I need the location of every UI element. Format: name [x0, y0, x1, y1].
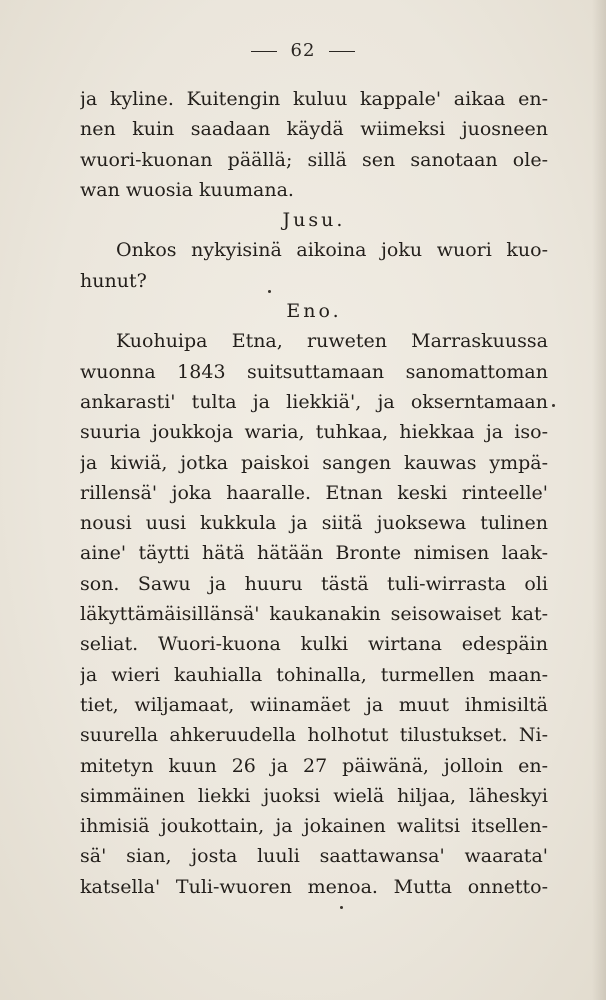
text-line: mitetyn kuun 26 ja 27 päiwänä, jolloin en- [80, 754, 548, 777]
text-line: ja kiwiä, jotka paiskoi sangen kauwas ympä- [80, 451, 548, 474]
text-line: Onkos nykyisinä aikoina joku wuori kuo- [116, 239, 548, 262]
text-line: tiet, wiljamaat, wiinamäet ja muut ihmisiltä [80, 693, 548, 716]
page-header [0, 40, 606, 61]
text-line: wuonna 1843 suitsuttamaan sanomattoman [80, 360, 548, 383]
text-line: suuria joukkoja waria, tuhkaa, hiekkaa ja iso- [80, 421, 548, 444]
text-line: ankarasti' tulta ja liekkiä', ja okserntamaan [80, 390, 548, 413]
text-line: ja wieri kauhialla tohinalla, turmellen maan- [80, 663, 548, 686]
speaker-heading: Eno. [286, 300, 342, 323]
text-line: ja kyline. Kuitengin kuluu kappale' aikaa en- [80, 88, 548, 110]
ink-speck [552, 404, 555, 407]
ink-speck [340, 906, 343, 909]
text-line: simmäinen liekki juoksi wielä hiljaa, läheskyi [80, 784, 548, 807]
text-line: rillensä' joka haaralle. Etnan keski rinteelle' [80, 481, 548, 504]
text-line: katsella' Tuli-wuoren menoa. Mutta onnetto- [80, 875, 548, 898]
header-left-dash [251, 51, 277, 52]
text-line: wan wuosia kuumana. [80, 178, 294, 201]
body-text [80, 84, 548, 902]
ink-speck [268, 290, 271, 293]
text-line: hunut? [80, 269, 147, 292]
text-line: seliat. Wuori-kuona kulki wirtana edespäin [80, 633, 548, 656]
text-line: ihmisiä joukottain, ja jokainen walitsi itsellen- [80, 815, 548, 838]
header-right-dash [329, 51, 355, 52]
text-line: nen kuin saadaan käydä wiimeksi juosneen [80, 118, 548, 141]
text-line: nousi uusi kukkula ja siitä juoksewa tulinen [80, 512, 548, 535]
page-number: 62 [290, 40, 316, 61]
text-line: Kuohuipa Etna, ruweten Marraskuussa [116, 330, 548, 353]
text-line: aine' täytti hätä hätään Bronte nimisen laak- [80, 542, 548, 565]
page-edge-shadow [592, 0, 606, 1000]
text-line: son. Sawu ja huuru tästä tuli-wirrasta oli [80, 572, 548, 595]
text-line: läkyttämäisillänsä' kaukanakin seisowaiset kat- [80, 603, 548, 626]
speaker-heading: Jusu. [282, 209, 346, 232]
text-line: sä' sian, josta luuli saattawansa' waarata' [80, 845, 548, 868]
text-line: wuori-kuonan päällä; sillä sen sanotaan ole- [80, 148, 548, 171]
text-line: suurella ahkeruudella holhotut tilustukset. Ni- [80, 724, 548, 747]
